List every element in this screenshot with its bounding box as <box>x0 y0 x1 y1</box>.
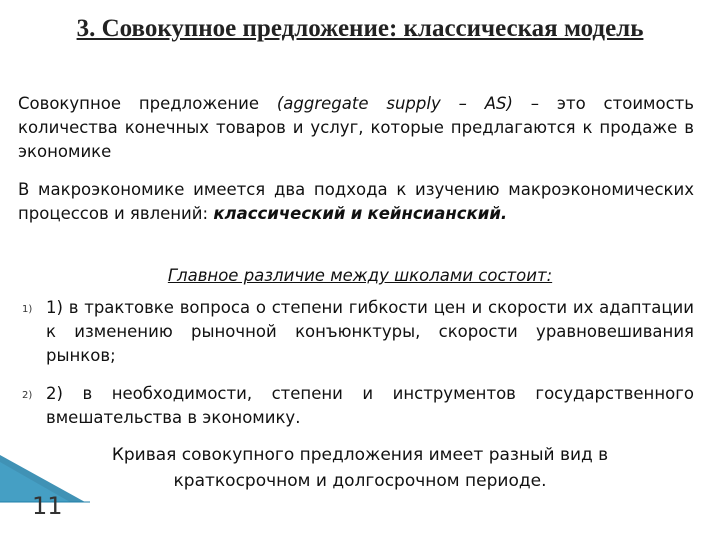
item-1-number: 1) <box>22 304 33 315</box>
approach-conjunction: и <box>350 204 363 223</box>
definition-paragraph <box>18 92 694 164</box>
list-item-2: 2) в необходимости, степени и инструментов государственного вмешательства в экономику. <box>46 384 694 427</box>
slide-number: 11 <box>32 492 63 520</box>
term-english: (aggregate supply – AS) <box>276 94 513 113</box>
footer-text: Кривая совокупного предложения имеет разный вид в краткосрочном и долгосрочном периоде. <box>111 445 609 491</box>
slide-title: 3. Совокупное предложение: классическая модель <box>76 15 644 42</box>
list-item-1: 1) в трактовке вопроса о степени гибкости цен и скорости их адаптации к изменению рыночной конъюнктуры, скорости уравновешивания рынков; <box>46 298 694 365</box>
approaches-text: В макроэкономике имеется два подхода к изучению макроэкономических процессов и явлений: <box>18 180 694 223</box>
classical-approach: классический <box>213 204 346 223</box>
corner-decoration-icon <box>0 440 90 540</box>
keynesian-approach: кейнсианский <box>367 204 501 223</box>
item-2-number: 2) <box>22 390 33 401</box>
term-aggregate-supply: Совокупное предложение <box>18 94 259 113</box>
approaches-end: . <box>500 204 508 223</box>
definition-text: – это стоимость количества конечных товаров и услуг, которые предлагаются к продаже в экономике <box>18 94 694 161</box>
approaches-paragraph <box>18 178 694 226</box>
subheading-text: Главное различие между школами состоит: <box>167 266 553 285</box>
subheading <box>0 264 720 288</box>
